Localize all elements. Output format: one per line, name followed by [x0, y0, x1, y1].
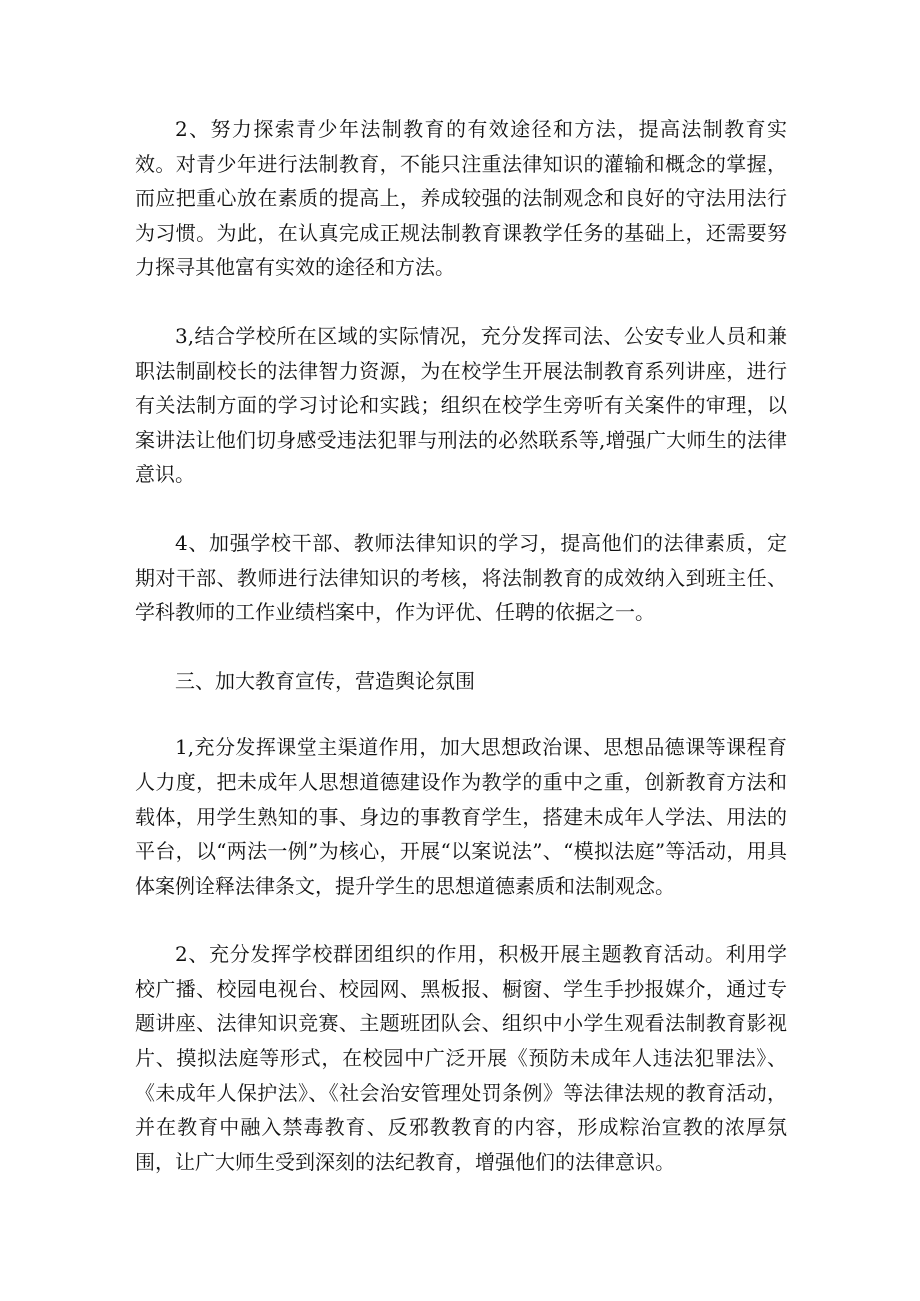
document-body: [135, 112, 787, 1213]
paragraph-item-4: 4、加强学校干部、教师法律知识的学习，提高他们的法律素质，定期对干部、教师进行法律知识的考核，将法制教育的成效纳入到班主任、学科教师的工作业绩档案中，作为评优、任聘的依据之一。: [135, 530, 787, 625]
paragraph-item-1: 1,充分发挥课堂主渠道作用，加大思想政治课、思想品德课等课程育人力度，把未成年人思想道德建设作为教学的重中之重，创新教育方法和载体，用学生熟知的事、身边的事教育学生，搭建未成年人学法、用法的平台，以“两法一例”为核心，开展“以案说法”、“模拟法庭”等活动，用具体案例诠释法律条文，提升学生的思想道德素质和法制观念。: [135, 735, 787, 898]
paragraph-item-2: 2、努力探索青少年法制教育的有效途径和方法，提高法制教育实效。对青少年进行法制教育，不能只注重法律知识的灌输和概念的掌握，而应把重心放在素质的提高上，养成较强的法制观念和良好的守法用法行为习惯。为此，在认真完成正规法制教育课教学任务的基础上，还需要努力探寻其他富有实效的途径和方法。: [135, 117, 787, 280]
paragraph-item-2-second: 2、充分发挥学校群团组织的作用，积极开展主题教育活动。利用学校广播、校园电视台、校园网、黑板报、橱窗、学生手抄报媒介，通过专题讲座、法律知识竞赛、主题班团队会、组织中小学生观看法制教育影视片、摸拟法庭等形式，在校园中广泛开展《预防未成年人违法犯罪法》、《未成年人保护法》、《社会治安管理处罚条例》等法律法规的教育活动，并在教育中融入禁毒教育、反邪教教育的内容，形成粽治宣教的浓厚氛围，让广大师生受到深刻的法纪教育，增强他们的法律意识。: [135, 942, 787, 1174]
section-heading-3: 三、加大教育宣传，营造舆论氛围: [175, 668, 475, 693]
paragraph-item-3: 3,结合学校所在区域的实际情况，充分发挥司法、公安专业人员和兼职法制副校长的法律智力资源，为在校学生开展法制教育系列讲座，进行有关法制方面的学习讨论和实践；组织在校学生旁听有关案件的审理，以案讲法让他们切身感受违法犯罪与刑法的必然联系等,增强广大师生的法律意识。: [135, 323, 787, 487]
